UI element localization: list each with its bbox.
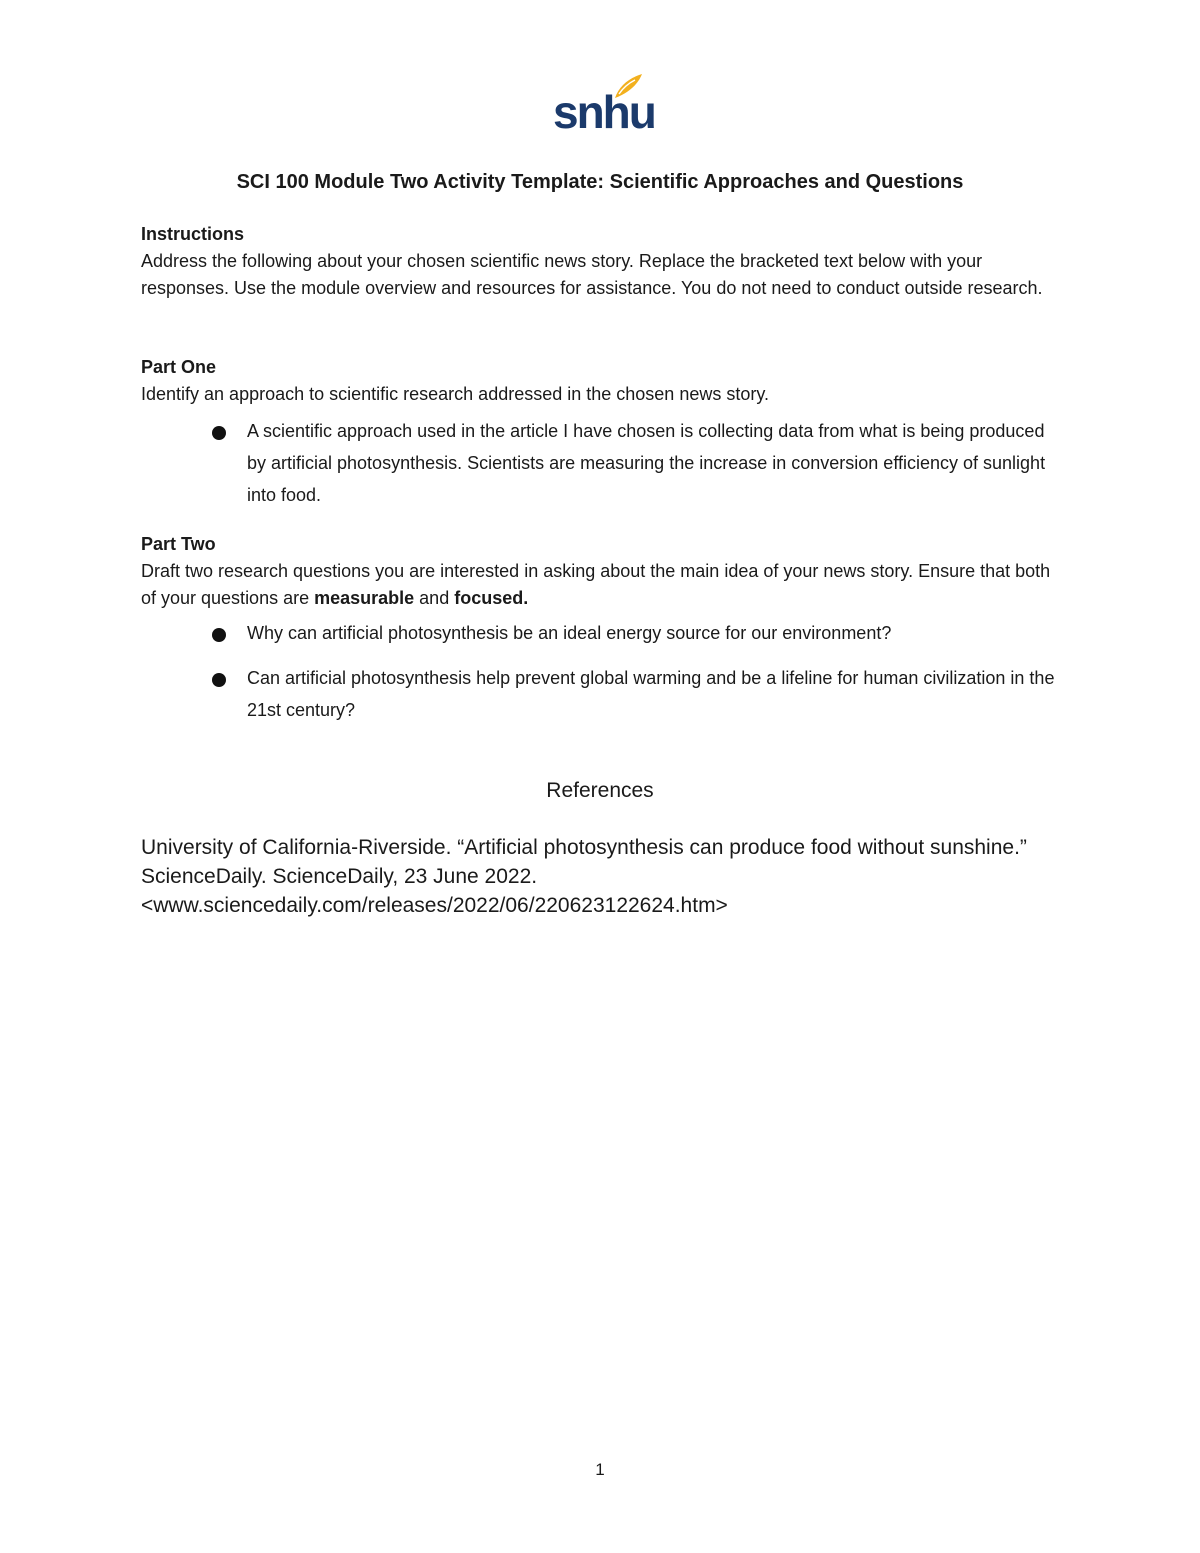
part-two-prompt	[141, 561, 1050, 608]
page-number: 1	[595, 1460, 605, 1479]
part-two-prompt-measurable: measurable	[314, 588, 415, 608]
part-two-prompt-focused: focused.	[454, 588, 529, 608]
reference-line-3: <www.sciencedaily.com/releases/2022/06/220623122624.htm>	[141, 894, 728, 917]
part-two-bullet-1-text: Why can artificial photosynthesis be an ideal energy source for our environment?	[247, 623, 892, 643]
part-one-section	[141, 354, 1061, 408]
instructions-body: Address the following about your chosen scientific news story. Replace the bracketed text below with your responses. Use the module overview and resources for assistance. You do not need to conduct outside research.	[141, 251, 1043, 298]
bullet-dot-icon	[212, 426, 226, 440]
references-heading: References	[546, 779, 654, 802]
reference-line-2: ScienceDaily. ScienceDaily, 23 June 2022.	[141, 865, 538, 888]
reference-line-1: University of California-Riverside. “Artificial photosynthesis can produce food without sunshine.”	[141, 836, 1027, 859]
part-one-heading: Part One	[141, 357, 217, 377]
instructions-section	[141, 221, 1061, 302]
part-two-heading: Part Two	[141, 534, 216, 554]
logo-wordmark: snhu	[553, 86, 655, 138]
part-two-section	[141, 531, 1061, 612]
part-two-bullet-2-text: Can artificial photosynthesis help prevent global warming and be a lifeline for human civilization in the 21st century?	[247, 668, 1055, 720]
bullet-dot-icon	[212, 628, 226, 642]
bullet-dot-icon	[212, 673, 226, 687]
part-one-bullet-text: A scientific approach used in the article I have chosen is collecting data from what is being produced by artificial photosynthesis. Scientists are measuring the increase in conversion efficiency of sunlight into food.	[247, 421, 1046, 505]
part-two-prompt-start: Draft two research questions you are interested in asking about the main idea of your news story. Ensure that both of your questions are	[141, 561, 1051, 608]
instructions-heading: Instructions	[141, 224, 245, 244]
part-two-prompt-mid: and	[414, 588, 455, 608]
reference-entry	[141, 833, 1071, 920]
part-one-prompt: Identify an approach to scientific research addressed in the chosen news story.	[141, 384, 770, 404]
snhu-logo	[553, 72, 655, 138]
page-title: SCI 100 Module Two Activity Template: Scientific Approaches and Questions	[236, 171, 964, 193]
